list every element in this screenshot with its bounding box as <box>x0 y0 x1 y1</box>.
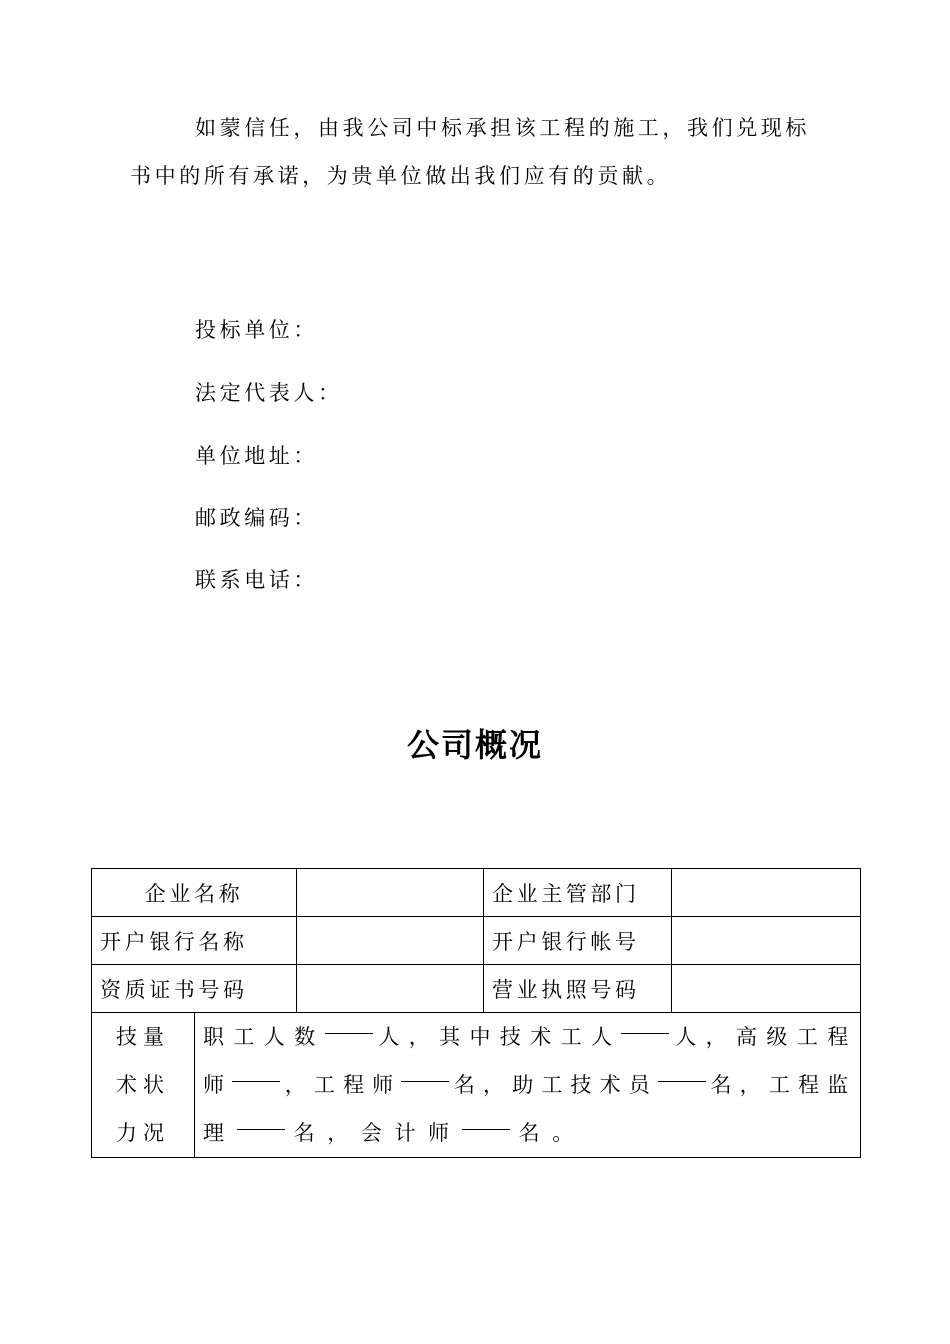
company-info-table <box>91 868 861 1158</box>
fill-in-blank <box>658 1061 706 1082</box>
tech-text: 级 <box>766 1025 792 1049</box>
value-bank-account <box>672 917 861 965</box>
tech-text: ， <box>284 1073 310 1097</box>
tech-text: 人 <box>591 1025 616 1049</box>
tech-text: 其 <box>439 1025 464 1049</box>
label-tech-strength <box>92 1013 195 1158</box>
field-address: 单位地址： <box>195 444 318 468</box>
fill-in-blank <box>325 1013 373 1034</box>
fill-in-blank <box>621 1013 669 1034</box>
field-postcode: 邮政编码： <box>195 506 318 530</box>
tech-text: ， <box>327 1121 352 1145</box>
tech-text: 工 <box>233 1025 258 1049</box>
label-cert-number: 资质证书号码 <box>92 965 297 1013</box>
tech-text: 工 <box>541 1073 566 1097</box>
label-bank-name: 开户银行名称 <box>92 917 297 965</box>
tech-text: 师 <box>203 1073 228 1097</box>
label-license-number: 营业执照号码 <box>484 965 672 1013</box>
table-row <box>92 869 861 917</box>
tech-text: 员 <box>628 1073 654 1097</box>
tech-text: 程 <box>827 1025 852 1049</box>
tech-text: 中 <box>469 1025 495 1049</box>
label-company-name: 企业名称 <box>92 869 297 917</box>
tech-line-1 <box>203 1013 852 1061</box>
tech-text: 工 <box>313 1073 339 1097</box>
tech-text: 程 <box>343 1073 368 1097</box>
tech-line-2 <box>203 1061 852 1109</box>
value-license-number <box>672 965 861 1013</box>
label-supervising-dept: 企业主管部门 <box>484 869 672 917</box>
tech-text: 人 <box>675 1025 700 1049</box>
tech-label-line: 术状 <box>116 1073 170 1097</box>
tech-text: 名 <box>710 1073 736 1097</box>
tech-text: 名 <box>453 1073 479 1097</box>
tech-text: 人 <box>263 1025 289 1049</box>
value-supervising-dept <box>672 869 861 917</box>
tech-text: 师 <box>372 1073 397 1097</box>
tech-text: 高 <box>736 1025 761 1049</box>
tech-text: 名 <box>518 1121 544 1145</box>
value-bank-name <box>297 917 484 965</box>
table-row <box>92 1013 861 1158</box>
tech-text: 工 <box>796 1025 822 1049</box>
tech-label-line: 力况 <box>116 1121 170 1145</box>
value-cert-number <box>297 965 484 1013</box>
field-bidder: 投标单位： <box>195 318 318 342</box>
tech-text: ， <box>483 1073 508 1097</box>
value-company-name <box>297 869 484 917</box>
tech-text: 技 <box>570 1073 596 1097</box>
tech-text: ， <box>705 1025 731 1049</box>
tech-text: 工 <box>560 1025 586 1049</box>
fill-in-blank <box>232 1061 280 1082</box>
table-row <box>92 965 861 1013</box>
tech-text: 师 <box>428 1121 453 1145</box>
tech-text: 数 <box>294 1025 319 1049</box>
commitment-line-2: 书中的所有承诺，为贵单位做出我们应有的贡献。 <box>130 164 672 188</box>
tech-text: 。 <box>552 1121 577 1145</box>
fill-in-blank <box>237 1109 285 1130</box>
fill-in-blank <box>462 1109 510 1130</box>
field-phone: 联系电话： <box>195 568 318 592</box>
tech-text: ， <box>739 1073 765 1097</box>
table-row <box>92 917 861 965</box>
tech-text: ， <box>408 1025 434 1049</box>
fill-in-blank <box>401 1061 449 1082</box>
tech-text: 助 <box>512 1073 537 1097</box>
tech-text: 术 <box>530 1025 555 1049</box>
tech-strength-body <box>195 1013 861 1158</box>
tech-text: 程 <box>797 1073 823 1097</box>
tech-line-3 <box>203 1109 852 1157</box>
tech-text: 工 <box>768 1073 794 1097</box>
tech-text: 技 <box>499 1025 525 1049</box>
tech-text: 理 <box>203 1121 228 1145</box>
tech-text: 职 <box>203 1025 228 1049</box>
tech-text: 名 <box>293 1121 319 1145</box>
tech-text: 计 <box>394 1121 420 1145</box>
commitment-line-1: 如蒙信任，由我公司中标承担该工程的施工，我们兑现标 <box>195 116 810 140</box>
field-legal-rep: 法定代表人： <box>195 381 343 405</box>
tech-text: 人 <box>378 1025 403 1049</box>
tech-text: 术 <box>599 1073 625 1097</box>
tech-text: 会 <box>360 1121 386 1145</box>
tech-label-line: 技量 <box>116 1025 170 1049</box>
label-bank-account: 开户银行帐号 <box>484 917 672 965</box>
section-title: 公司概况 <box>406 726 543 764</box>
tech-text: 监 <box>827 1073 852 1097</box>
